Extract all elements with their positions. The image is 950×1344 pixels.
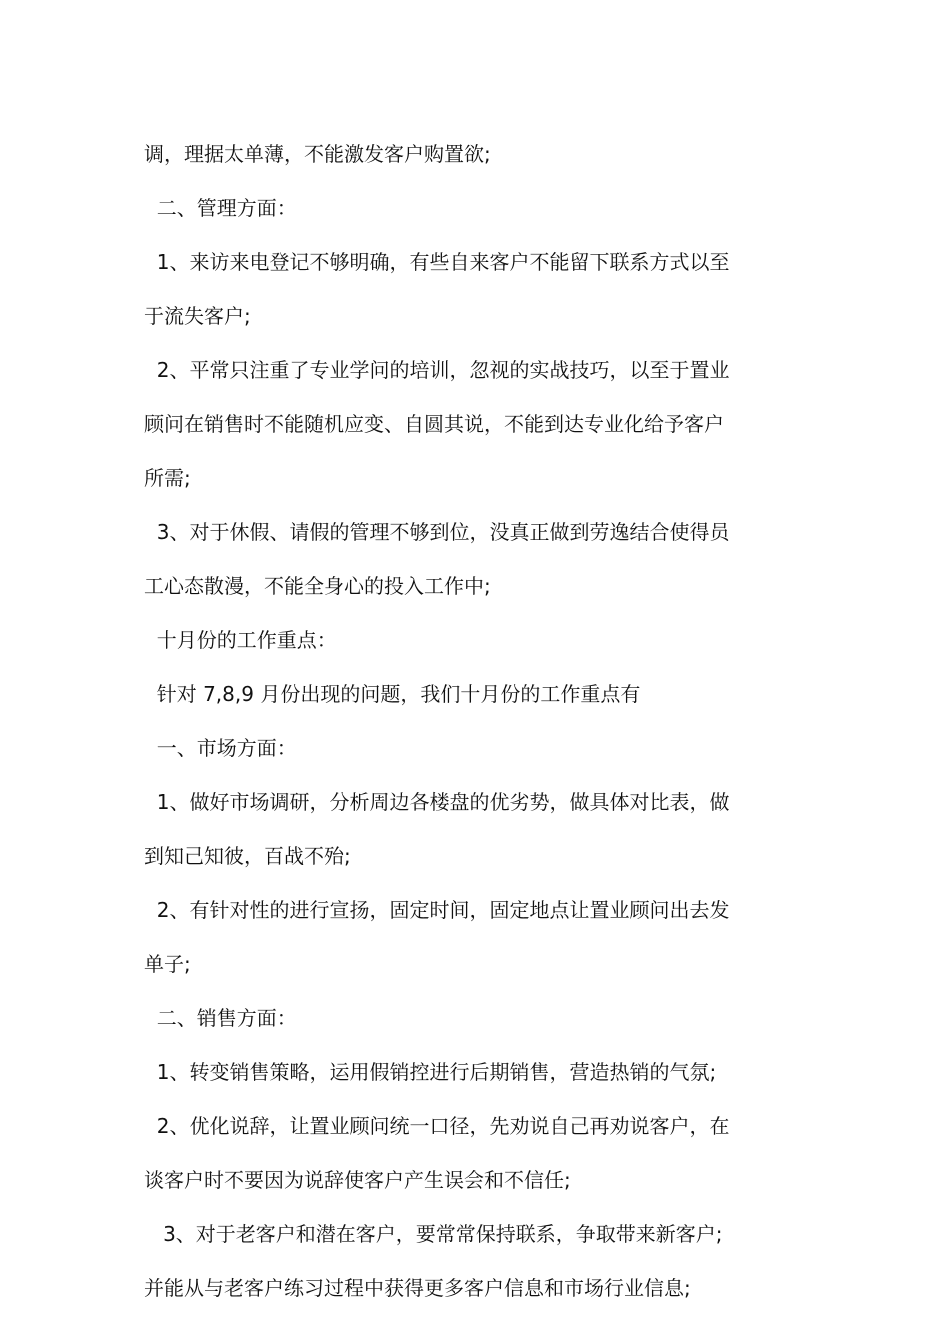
text-line-16: 单子; (144, 952, 191, 976)
document-body (144, 127, 812, 1315)
text-line-3: 1、来访来电登记不够明确，有些自来客户不能留下联系方式以至 (144, 250, 730, 274)
text-line-17: 二、销售方面： (144, 1006, 297, 1030)
text-line-21: 3、对于老客户和潜在客户，要常常保持联系，争取带来新客户; (144, 1222, 723, 1246)
text-line-19: 2、优化说辞，让置业顾问统一口径，先劝说自己再劝说客户，在 (144, 1114, 730, 1138)
text-line-18: 1、转变销售策略，运用假销控进行后期销售，营造热销的气氛; (144, 1060, 717, 1084)
text-line-6: 顾问在销售时不能随机应变、自圆其说，不能到达专业化给予客户 (144, 412, 724, 436)
text-line-11: 针对 7,8,9 月份出现的问题，我们十月份的工作重点有 (144, 682, 641, 706)
text-line-10: 十月份的工作重点： (144, 628, 337, 652)
text-line-7: 所需; (144, 466, 191, 490)
text-line-1: 调，理据太单薄，不能激发客户购置欲; (144, 142, 491, 166)
text-line-12: 一、市场方面： (144, 736, 297, 760)
text-line-15: 2、有针对性的进行宣扬，固定时间，固定地点让置业顾问出去发 (144, 898, 730, 922)
text-line-4: 于流失客户; (144, 304, 251, 328)
text-line-14: 到知己知彼，百战不殆; (144, 844, 351, 868)
text-line-22: 并能从与老客户练习过程中获得更多客户信息和市场行业信息; (144, 1276, 691, 1300)
text-line-20: 谈客户时不要因为说辞使客户产生误会和不信任; (144, 1168, 571, 1192)
text-line-5: 2、平常只注重了专业学问的培训，忽视的实战技巧，以至于置业 (144, 358, 730, 382)
text-line-8: 3、对于休假、请假的管理不够到位，没真正做到劳逸结合使得员 (144, 520, 730, 544)
text-line-9: 工心态散漫，不能全身心的投入工作中; (144, 574, 491, 598)
text-line-2: 二、管理方面： (144, 196, 297, 220)
text-line-13: 1、做好市场调研，分析周边各楼盘的优劣势，做具体对比表，做 (144, 790, 730, 814)
